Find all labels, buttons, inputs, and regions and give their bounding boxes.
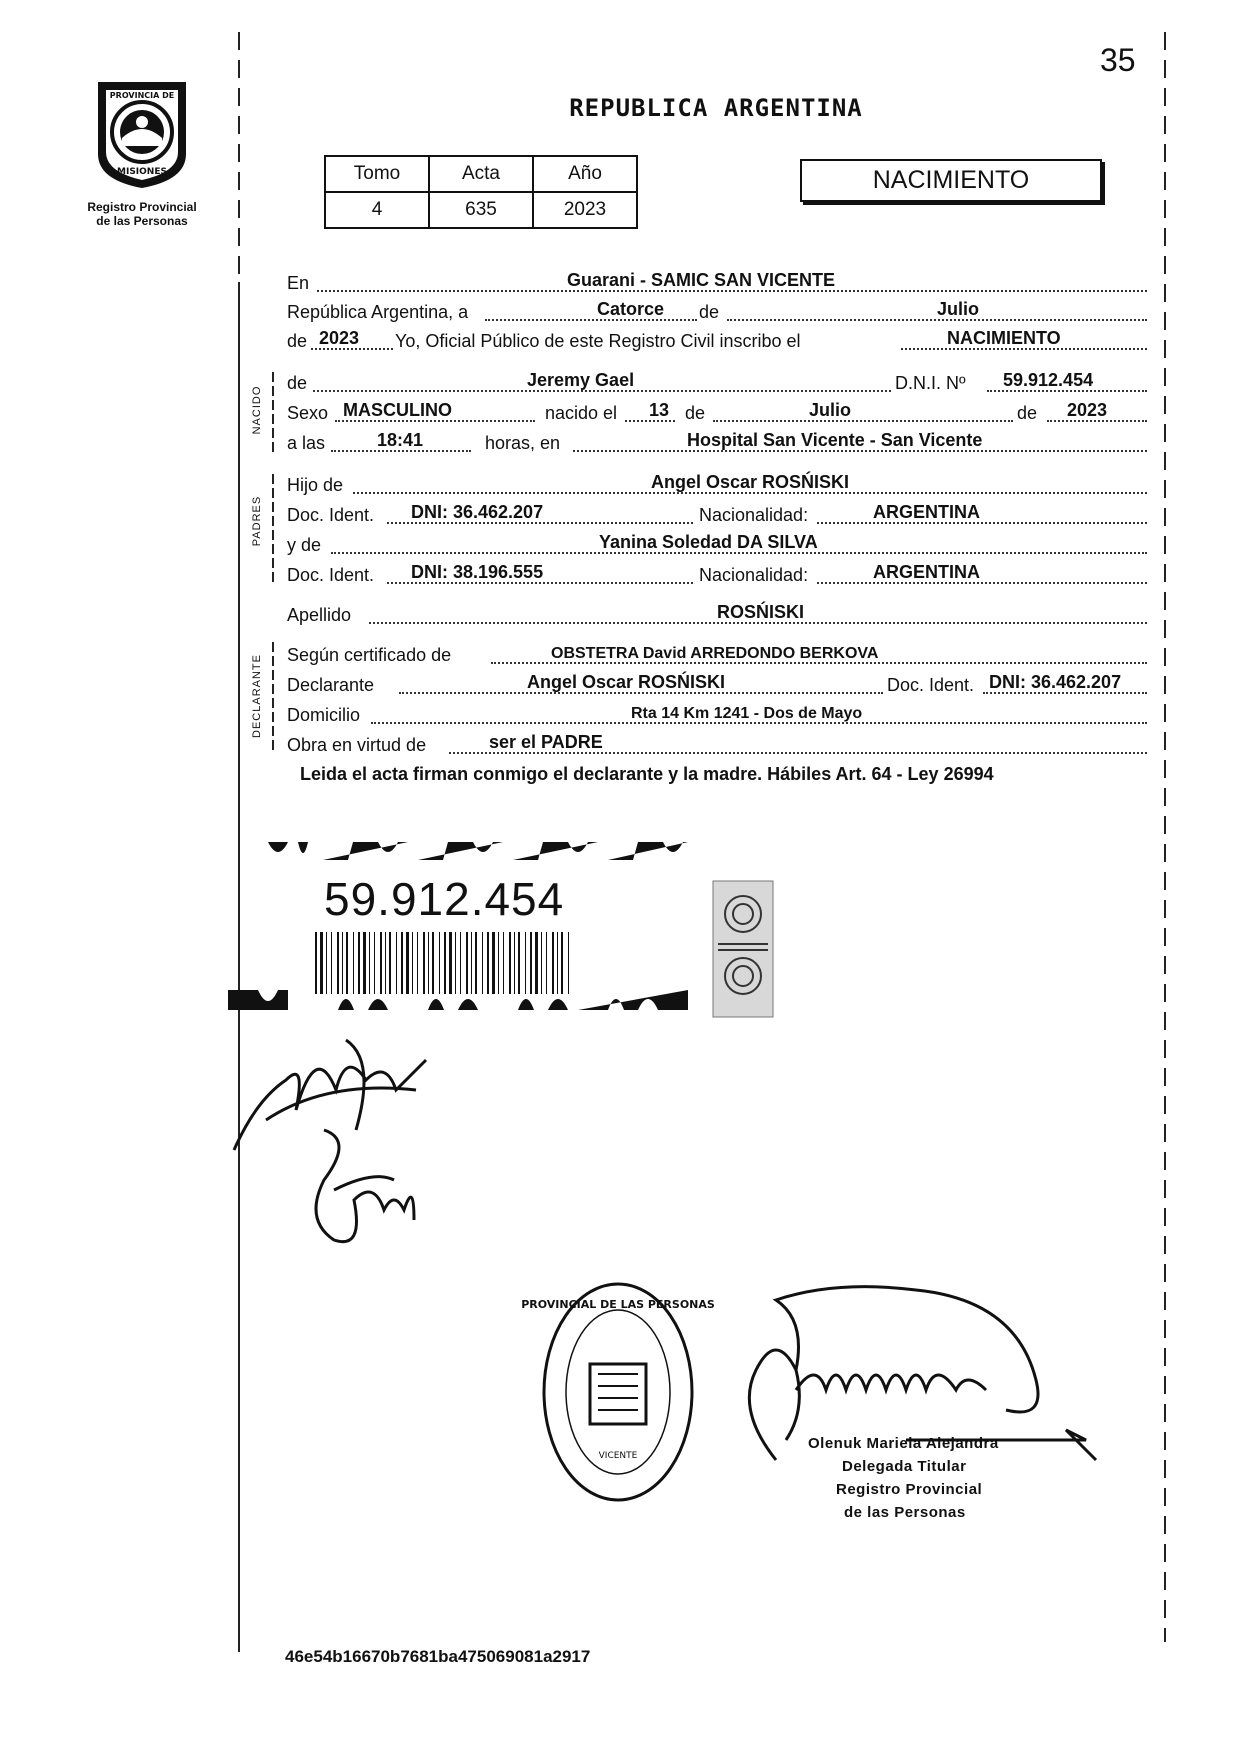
barcode-bar <box>374 932 375 994</box>
security-stripe-top <box>228 838 688 866</box>
barcode-bar <box>552 932 554 994</box>
barcode-bar <box>530 932 532 994</box>
de-label-5: de <box>1017 403 1038 423</box>
acta-value: 635 <box>429 192 533 228</box>
registry-seal-icon <box>521 1278 715 1506</box>
barcode-bar <box>401 932 403 994</box>
mother-doc-value: DNI: 38.196.555 <box>411 562 544 582</box>
birth-day-value: 13 <box>649 400 670 420</box>
seal-text: PROVINCIAL DE LAS PERSONAS <box>521 1298 715 1311</box>
nac-label-2: Nacionalidad: <box>699 565 809 585</box>
row-obra <box>287 730 1149 760</box>
barcode-bar <box>428 932 429 994</box>
a-las-label: a las <box>287 433 326 453</box>
barcode-bar <box>514 932 515 994</box>
de-label-3: de <box>287 373 308 393</box>
dotted-line <box>485 309 697 321</box>
svg-text:PROVINCIA DE: PROVINCIA DE <box>109 91 175 100</box>
declarante-bar <box>272 642 274 750</box>
acta-header: Acta <box>429 156 533 192</box>
sexo-label: Sexo <box>287 403 329 423</box>
row-place <box>287 268 1149 298</box>
book-reference-table <box>324 155 638 229</box>
padres-bar <box>272 474 274 582</box>
document-hash: 46e54b16670b7681ba475069081a2917 <box>285 1647 591 1666</box>
svg-text:MISIONES: MISIONES <box>117 167 167 177</box>
official-name: Olenuk Mariela Alejandra <box>808 1435 999 1452</box>
declarante-label: Declarante <box>287 675 375 695</box>
time-value: 18:41 <box>377 430 424 450</box>
left-margin-rule-2 <box>238 282 240 1652</box>
nacido-bar <box>272 372 274 456</box>
hijo-label: Hijo de <box>287 475 344 495</box>
de-label-2: de <box>287 331 308 351</box>
mother-signature <box>294 1120 424 1260</box>
inscribe-text: Yo, Oficial Público de este Registro Civil inscribo el <box>395 331 801 351</box>
barcode-bar <box>423 932 425 994</box>
barcode-bar <box>342 932 343 994</box>
barcode-bar <box>568 932 569 994</box>
nac-label: Nacionalidad: <box>699 505 809 525</box>
dni-label: D.N.I. Nº <box>895 373 966 393</box>
row-surname <box>287 600 1149 630</box>
barcode-bar <box>557 932 558 994</box>
official-office-line1: Registro Provincial <box>836 1481 983 1498</box>
row-sex-birth <box>287 398 1149 428</box>
barcode-bar <box>492 932 495 994</box>
row-inscription <box>287 326 1149 356</box>
barcode-bar <box>503 932 504 994</box>
de-label: de <box>699 302 720 322</box>
row-certificate <box>287 640 1149 670</box>
father-doc-value: DNI: 36.462.207 <box>411 502 544 522</box>
row-declarant <box>287 670 1149 700</box>
anio-value: 2023 <box>533 192 637 228</box>
barcode-bar <box>466 932 468 994</box>
barcode-bar <box>315 932 317 994</box>
barcode-bar <box>412 932 413 994</box>
barcode-bar <box>337 932 339 994</box>
seal-text-inner: VICENTE <box>598 1451 638 1461</box>
dotted-line <box>713 410 1013 422</box>
month-value: Julio <box>937 299 980 319</box>
tomo-header: Tomo <box>325 156 429 192</box>
barcode-bar <box>369 932 370 994</box>
sexo-value: MASCULINO <box>343 400 452 420</box>
barcode-bar <box>389 932 391 994</box>
nacido-label: nacido el <box>545 403 618 423</box>
doc-label-3: Doc. Ident. <box>887 675 975 695</box>
yde-label: y de <box>287 535 322 555</box>
barcode-bar <box>396 932 397 994</box>
barcode-bar <box>541 932 542 994</box>
barcode-bar <box>320 932 323 994</box>
act-type-box: NACIMIENTO <box>800 159 1102 202</box>
row-mother-doc <box>287 560 1149 590</box>
barcode-bar <box>326 932 327 994</box>
country-title: REPUBLICA ARGENTINA <box>569 94 863 122</box>
row-time-place <box>287 428 1149 458</box>
declarant-doc-value: DNI: 36.462.207 <box>989 672 1122 692</box>
official-block <box>808 1432 999 1524</box>
barcode-bar <box>449 932 452 994</box>
day-words-value: Catorce <box>597 299 665 319</box>
inscribe-value: NACIMIENTO <box>947 328 1061 348</box>
barcode-bar <box>518 932 520 994</box>
birth-month-value: Julio <box>809 400 852 420</box>
official-position: Delegada Titular <box>842 1458 967 1475</box>
child-name-value: Jeremy Gael <box>527 370 635 390</box>
birth-year-value: 2023 <box>1067 400 1108 420</box>
barcode-bar <box>417 932 418 994</box>
row-name <box>287 368 1149 398</box>
year-value: 2023 <box>319 328 360 348</box>
barcode-bar <box>439 932 440 994</box>
barcode-bar <box>482 932 483 994</box>
barcode-bar <box>475 932 477 994</box>
barcode-bar <box>546 932 547 994</box>
security-stripe-bottom <box>228 986 688 1014</box>
registry-caption <box>62 200 222 228</box>
barcode-bar <box>487 932 489 994</box>
place-value: Guarani - SAMIC SAN VICENTE <box>567 270 836 290</box>
de-label-4: de <box>685 403 706 423</box>
obra-value: ser el PADRE <box>489 732 603 752</box>
barcode-bar <box>525 932 526 994</box>
mother-nat-value: ARGENTINA <box>873 562 980 582</box>
barcode-bar <box>358 932 360 994</box>
doc-label-2: Doc. Ident. <box>287 565 375 585</box>
barcode-dni-number: 59.912.454 <box>324 873 565 925</box>
doc-label: Doc. Ident. <box>287 505 375 525</box>
barcode <box>315 932 575 994</box>
right-margin-rule <box>1164 32 1166 1642</box>
page-number: 35 <box>1100 42 1136 78</box>
father-value: Angel Oscar ROSŃISKI <box>651 472 850 492</box>
cert-label: Según certificado de <box>287 645 452 665</box>
registry-caption-line1: Registro Provincial <box>87 200 197 214</box>
row-address <box>287 700 1149 730</box>
barcode-bar <box>535 932 538 994</box>
registry-caption-line2: de las Personas <box>96 214 188 228</box>
barcode-bar <box>406 932 409 994</box>
section-declarante: DECLARANTE <box>251 654 263 738</box>
country-label: República Argentina, a <box>287 302 469 322</box>
barcode-bar <box>471 932 472 994</box>
horas-label: horas, en <box>485 433 561 453</box>
domicilio-label: Domicilio <box>287 705 361 725</box>
section-padres: PADRES <box>251 495 263 547</box>
barcode-bar <box>432 932 434 994</box>
official-office-line2: de las Personas <box>844 1504 966 1521</box>
barcode-bar <box>509 932 511 994</box>
barcode-bar <box>444 932 446 994</box>
address-value: Rta 14 Km 1241 - Dos de Mayo <box>631 705 863 722</box>
tomo-value: 4 <box>325 192 429 228</box>
section-nacido: NACIDO <box>251 385 263 435</box>
row-date <box>287 297 1149 327</box>
dotted-line <box>817 572 1147 584</box>
declarant-value: Angel Oscar ROSŃISKI <box>527 672 726 692</box>
barcode-bar <box>498 932 499 994</box>
row-mother <box>287 530 1149 560</box>
certificate-value: OBSTETRA David ARREDONDO BERKOVA <box>551 645 879 662</box>
row-father <box>287 470 1149 500</box>
barcode-bar <box>353 932 354 994</box>
barcode-bar <box>385 932 386 994</box>
anio-header: Año <box>533 156 637 192</box>
closing-statement: Leida el acta firman conmigo el declarante y la madre. Hábiles Art. 64 - Ley 26994 <box>300 764 994 784</box>
birth-place-value: Hospital San Vicente - San Vicente <box>687 430 983 450</box>
barcode-bar <box>561 932 563 994</box>
hologram-icon <box>712 880 774 1018</box>
en-label: En <box>287 273 310 293</box>
left-margin-rule <box>238 32 240 282</box>
barcode-bar <box>346 932 348 994</box>
mother-value: Yanina Soledad DA SILVA <box>599 532 818 552</box>
dotted-line <box>817 512 1147 524</box>
child-dni-value: 59.912.454 <box>1003 370 1094 390</box>
barcode-bar <box>460 932 461 994</box>
barcode-bar <box>455 932 456 994</box>
father-nat-value: ARGENTINA <box>873 502 980 522</box>
province-emblem-icon <box>88 76 196 192</box>
surname-value: ROSŃISKI <box>717 602 805 622</box>
obra-label: Obra en virtud de <box>287 735 427 755</box>
apellido-label: Apellido <box>287 605 352 625</box>
barcode-bar <box>363 932 366 994</box>
barcode-bar <box>380 932 382 994</box>
barcode-bar <box>331 932 332 994</box>
row-father-doc <box>287 500 1149 530</box>
